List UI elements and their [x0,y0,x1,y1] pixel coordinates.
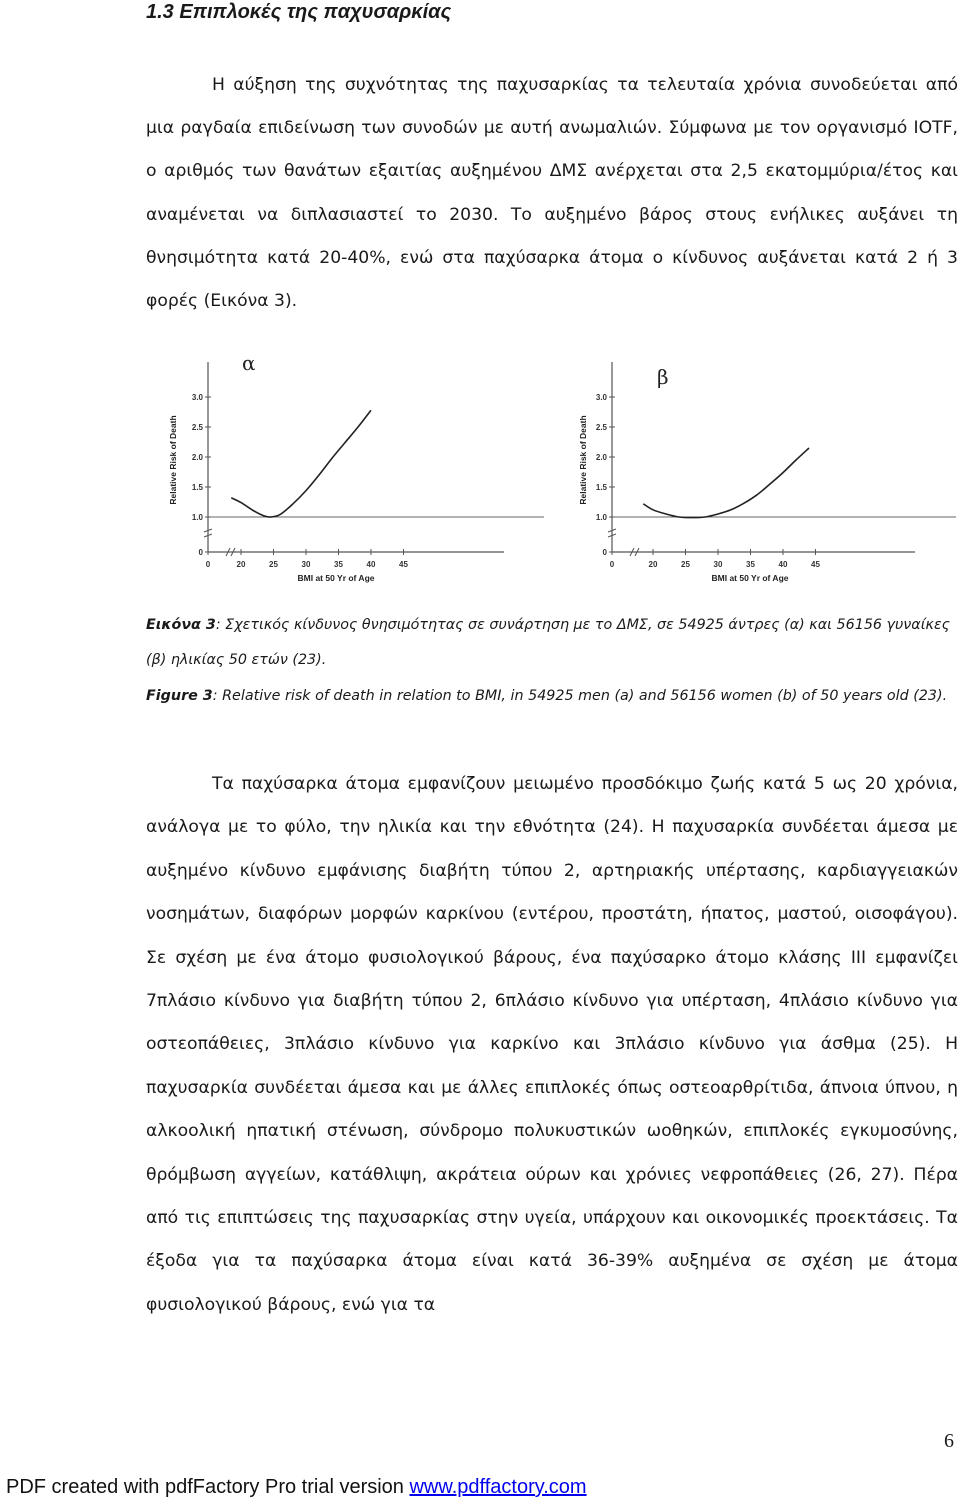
y-tick-label: 1.5 [595,483,607,492]
page-number: 6 [944,1430,954,1452]
y-axis-label: Relative Risk of Death [168,415,178,505]
x-tick-label: 40 [778,560,788,569]
x-axis-label: BMI at 50 Yr of Age [297,573,375,583]
caption-greek-text: : Σχετικός κίνδυνος θνησιμότητας σε συνάρτηση με το ΔΜΣ, σε 54925 άντρες (α) και 56156 γυναίκες (β) ηλικίας 50 ετών (23). [146,617,951,668]
caption-greek-lead: Εικόνα 3 [146,617,216,633]
chart-relative-risk-men [146,350,546,595]
figure-caption-greek [146,608,958,678]
y-axis-label: Relative Risk of Death [578,415,588,505]
y-tick-label: 1.5 [191,483,203,492]
y-tick-label: 2.0 [191,453,203,462]
x-axis-label: BMI at 50 Yr of Age [711,573,789,583]
chart-relative-risk-women [560,350,958,595]
caption-english-lead: Figure 3 [146,688,213,704]
pdf-footer [6,1476,587,1499]
y-tick-label: 3.0 [595,393,607,402]
x-tick-label: 20 [236,560,246,569]
y-tick-label: 0 [602,548,607,557]
y-tick-label: 2.0 [595,453,607,462]
x-tick-label: 35 [746,560,755,569]
y-tick-label: 2.5 [191,423,203,432]
x-tick-label: 45 [811,560,820,569]
x-tick-label: 25 [269,560,278,569]
figure-caption-english [146,679,958,714]
x-tick-label: 30 [301,560,311,569]
y-tick-label: 1.0 [595,513,607,522]
footer-link[interactable]: www.pdffactory.com [409,1476,587,1498]
y-tick-label: 3.0 [191,393,203,402]
x-tick-label: 0 [609,560,615,569]
footer-text: PDF created with pdfFactory Pro trial version [6,1476,410,1498]
panel-letter: β [657,365,669,389]
risk-curve [643,448,809,518]
y-tick-label: 2.5 [595,423,607,432]
section-heading: 1.3 Επιπλοκές της παχυσαρκίας [146,1,452,23]
x-tick-label: 25 [681,560,690,569]
x-tick-label: 20 [648,560,658,569]
paragraph-complications: Τα παχύσαρκα άτομα εμφανίζουν μειωμένο προσδόκιμο ζωής κατά 5 ως 20 χρόνια, ανάλογα με το φύλο, την ηλικία και την εθνότητα (24). Η παχυσαρκία συνδέεται άμεσα με αυξημένο κίνδυνο εμφάνισης διαβήτη τύπου 2, αρτηριακής υπέρτασης, καρδιαγγειακών νοσημάτων, διαφόρων μορφών καρκίνου (εντέρου, προστάτη, ήπατος, μαστού, οισοφάγου). Σε σχέση με ένα άτομο φυσιολογικού βάρους, ένα παχύσαρκο άτομο κλάσης ΙΙΙ εμφανίζει 7πλάσιο κίνδυνο για διαβήτη τύπου 2, 6πλάσιο κίνδυνο για υπέρταση, 4πλάσιο κίνδυνο για οστεοπάθειες, 3πλάσιο κίνδυνο για καρκίνο και 3πλάσιο κίνδυνο για άσθμα (25). Η παχυσαρκία συνδέεται άμεσα και με άλλες επιπλοκές όπως οστεοαρθρίτιδα, άπνοια ύπνου, η αλκοολική ηπατική στένωση, σύνδρομο πολυκυστικών ωοθηκών, επιπλοκές εγκυμοσύνης, θρόμβωση αγγείων, κατάθλιψη, ακράτεια ούρων και χρόνιες νεφροπάθειες (26, 27). Πέρα από τις επιπτώσεις της παχυσαρκίας στην υγεία, υπάρχουν και οικονομικές προεκτάσεις. Τα έξοδα για τα παχύσαρκα άτομα είναι κατά 36-39% αυξημένα σε σχέση με άτομα φυσιολογικού βάρους, ενώ για τα [146,774,958,1315]
panel-letter: α [242,351,256,375]
paragraph-intro: Η αύξηση της συχνότητας της παχυσαρκίας τα τελευταία χρόνια συνοδεύεται από μια ραγδαία επιδείνωση των συνοδών με αυτή ανωμαλιών. Σύμφωνα με τον οργανισμό IOTF, ο αριθμός των θανάτων εξαιτίας αυξημένου ΔΜΣ ανέρχεται στα 2,5 εκατομμύρια/έτος και αναμένεται να διπλασιαστεί το 2030. Το αυξημένο βάρος στους ενήλικες αυξάνει τη θνησιμότητα κατά 20-40%, ενώ στα παχύσαρκα άτομα ο κίνδυνος αυξάνεται κατά 2 ή 3 φορές (Εικόνα 3). [146,75,958,312]
caption-english-text: : Relative risk of death in relation to BMI, in 54925 men (a) and 56156 women (b) of 50 years old (23). [212,688,948,704]
x-tick-label: 40 [366,560,376,569]
x-tick-label: 45 [399,560,408,569]
x-tick-label: 0 [205,560,211,569]
y-tick-label: 0 [198,548,203,557]
x-tick-label: 35 [334,560,343,569]
y-tick-label: 1.0 [191,513,203,522]
x-tick-label: 30 [713,560,723,569]
risk-curve [231,410,371,517]
